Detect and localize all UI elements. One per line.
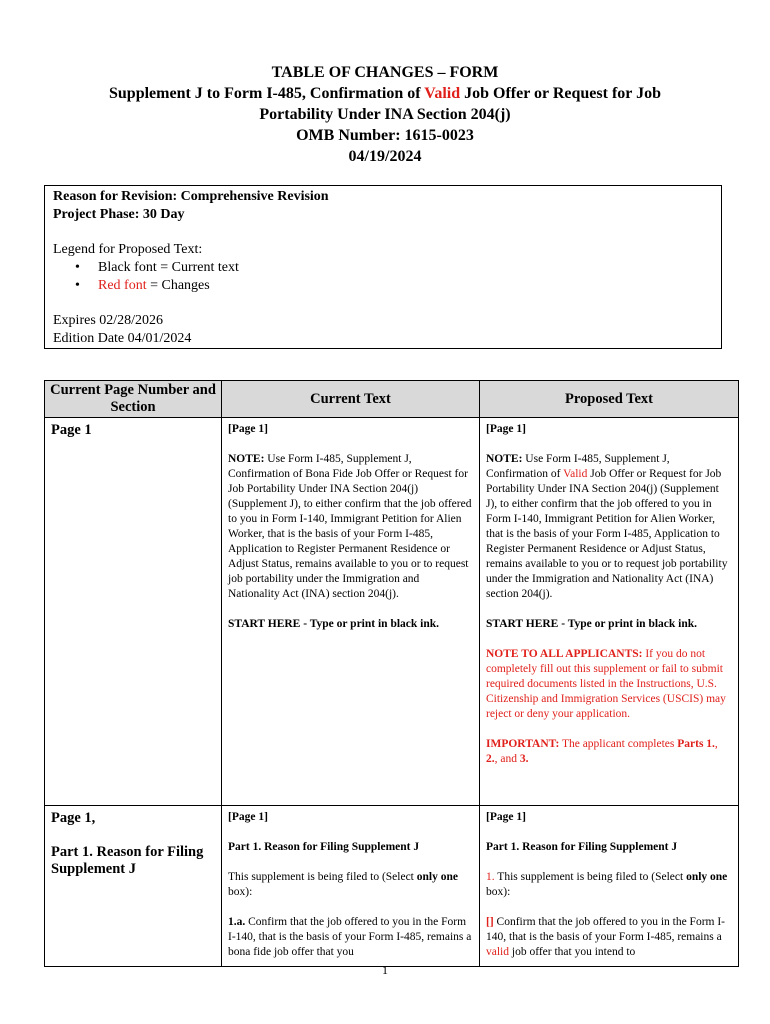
column-header-proposed: Proposed Text: [480, 381, 739, 418]
note-applicants-text: If you do not completely fill out this supplement or fail to submit required documents listed in the Instructions, U.S. Citizenship and Immigration Services (USCIS) may reject or deny your application.: [486, 648, 726, 720]
note-changed-word: Valid: [563, 468, 588, 480]
bullet-icon: •: [75, 260, 80, 275]
item-text-end: job offer that you intend to: [509, 946, 636, 958]
select-text: This supplement is being filed to (Select: [494, 871, 687, 883]
header-form-name: [0, 83, 770, 104]
header-changed-word: Valid: [424, 85, 461, 102]
legend-item-changes: [75, 277, 721, 295]
table-row: [45, 806, 739, 967]
section-part: Part 1. Reason for Filing Supplement J: [51, 844, 204, 877]
part-heading: Part 1. Reason for Filing Supplement J: [486, 841, 678, 853]
note-label: NOTE:: [486, 453, 523, 465]
start-here-text: START HERE - Type or print in black ink.: [486, 618, 698, 630]
revision-reason: Reason for Revision: Comprehensive Revision: [53, 189, 329, 204]
note-paragraph: [486, 452, 732, 602]
item-number: 1.: [486, 871, 495, 883]
page-ref: [Page 1]: [486, 423, 526, 435]
page-ref: [Page 1]: [228, 811, 268, 823]
important-part3: 3.: [519, 753, 529, 765]
select-text: This supplement is being filed to (Select: [228, 871, 417, 883]
header-title: TABLE OF CHANGES – FORM: [271, 64, 499, 81]
important-label: IMPORTANT:: [486, 738, 560, 750]
select-instruction: [486, 870, 732, 900]
header-form-name-cont: Portability Under INA Section 204(j): [259, 106, 511, 123]
legend-changes-text: = Changes: [146, 278, 210, 293]
important-sep: ,: [714, 738, 718, 750]
column-header-current: Current Text: [222, 381, 480, 418]
select-instruction: [228, 870, 473, 900]
important-part1: Parts 1.: [677, 738, 715, 750]
select-text-end: box):: [486, 886, 511, 898]
section-page: Page 1,: [51, 810, 96, 826]
important-part2: 2.: [486, 753, 495, 765]
header-form-text-end: Job Offer or Request for Job: [460, 85, 661, 102]
proposed-text-cell: [480, 418, 739, 806]
important-text: The applicant completes: [559, 738, 678, 750]
page-ref: [Page 1]: [486, 811, 526, 823]
start-here-text: START HERE - Type or print in black ink.: [228, 618, 440, 630]
column-header-section: Current Page Number and Section: [45, 381, 222, 418]
note-to-applicants: [486, 647, 732, 722]
note-paragraph: [228, 452, 473, 602]
proposed-text-cell: [480, 806, 739, 967]
item-label: 1.a.: [228, 916, 246, 928]
item-changed-word: valid: [486, 946, 509, 958]
important-note: [486, 737, 732, 767]
project-phase: Project Phase: 30 Day: [53, 207, 185, 222]
legend-title: Legend for Proposed Text:: [53, 242, 203, 257]
revision-date: 04/19/2024: [348, 148, 422, 165]
edition-date: Edition Date 04/01/2024: [53, 331, 192, 346]
section-cell: [45, 806, 222, 967]
select-only-one: only one: [416, 871, 458, 883]
legend-current-text: Black font = Current text: [98, 260, 239, 275]
table-header-row: [45, 381, 739, 418]
header-form-text: Supplement J to Form I-485, Confirmation of: [109, 85, 425, 102]
document-header: [0, 62, 770, 167]
select-only-one: only one: [686, 871, 728, 883]
checkbox-marker: []: [486, 916, 494, 928]
legend-red-font: Red font: [98, 278, 147, 293]
expiration-date: Expires 02/28/2026: [53, 313, 164, 328]
current-text-cell: [222, 806, 480, 967]
note-text: Use Form I-485, Supplement J, Confirmation of Bona Fide Job Offer or Request for Job Portability Under INA Section 204(j) (Supplement J), to either confirm that the job offered to you in Form I-140, Immigrant Petition for Alien Worker, that is the basis of your Form I-485, Application to Register Permanent Residence or Adjust Status, remains available to you or to request job portability under the Immigration and Nationality Act (INA) section 204(j).: [228, 453, 472, 600]
legend-list: [53, 259, 721, 295]
important-sep: , and: [494, 753, 520, 765]
select-text-end: box):: [228, 886, 253, 898]
part-heading: Part 1. Reason for Filing Supplement J: [228, 841, 420, 853]
omb-number: OMB Number: 1615-0023: [296, 127, 474, 144]
current-text-cell: [222, 418, 480, 806]
table-row: [45, 418, 739, 806]
note-text: Use Form I-485, Supplement J, Confirmation of: [486, 453, 670, 480]
page-ref: [Page 1]: [228, 423, 268, 435]
item-text: Confirm that the job offered to you in the Form I-140, that is the basis of your Form I-485, remains a bona fide job offer that you: [228, 916, 472, 958]
note-applicants-label: NOTE TO ALL APPLICANTS:: [486, 648, 643, 660]
revision-info-box: [44, 185, 722, 349]
bullet-icon: •: [75, 278, 80, 293]
legend-item-current: [75, 259, 721, 277]
item-1a: [228, 915, 473, 960]
note-label: NOTE:: [228, 453, 265, 465]
item-option: [486, 915, 732, 960]
page-number: 1: [382, 963, 388, 977]
section-cell: Page 1: [45, 418, 222, 806]
item-text: Confirm that the job offered to you in the Form I-140, that is the basis of your Form I-485, remains a: [486, 916, 726, 943]
note-text-end: Job Offer or Request for Job Portability Under INA Section 204(j) (Supplement J), to either confirm that the job offered to you in Form I-140, Immigrant Petition for Alien Worker, that is the basis of your Form I-485, Application to Register Permanent Residence or Adjust Status, remains available to you or to request job portability under the Immigration and Nationality Act (INA) section 204(j).: [486, 468, 728, 600]
changes-table: [44, 380, 739, 967]
